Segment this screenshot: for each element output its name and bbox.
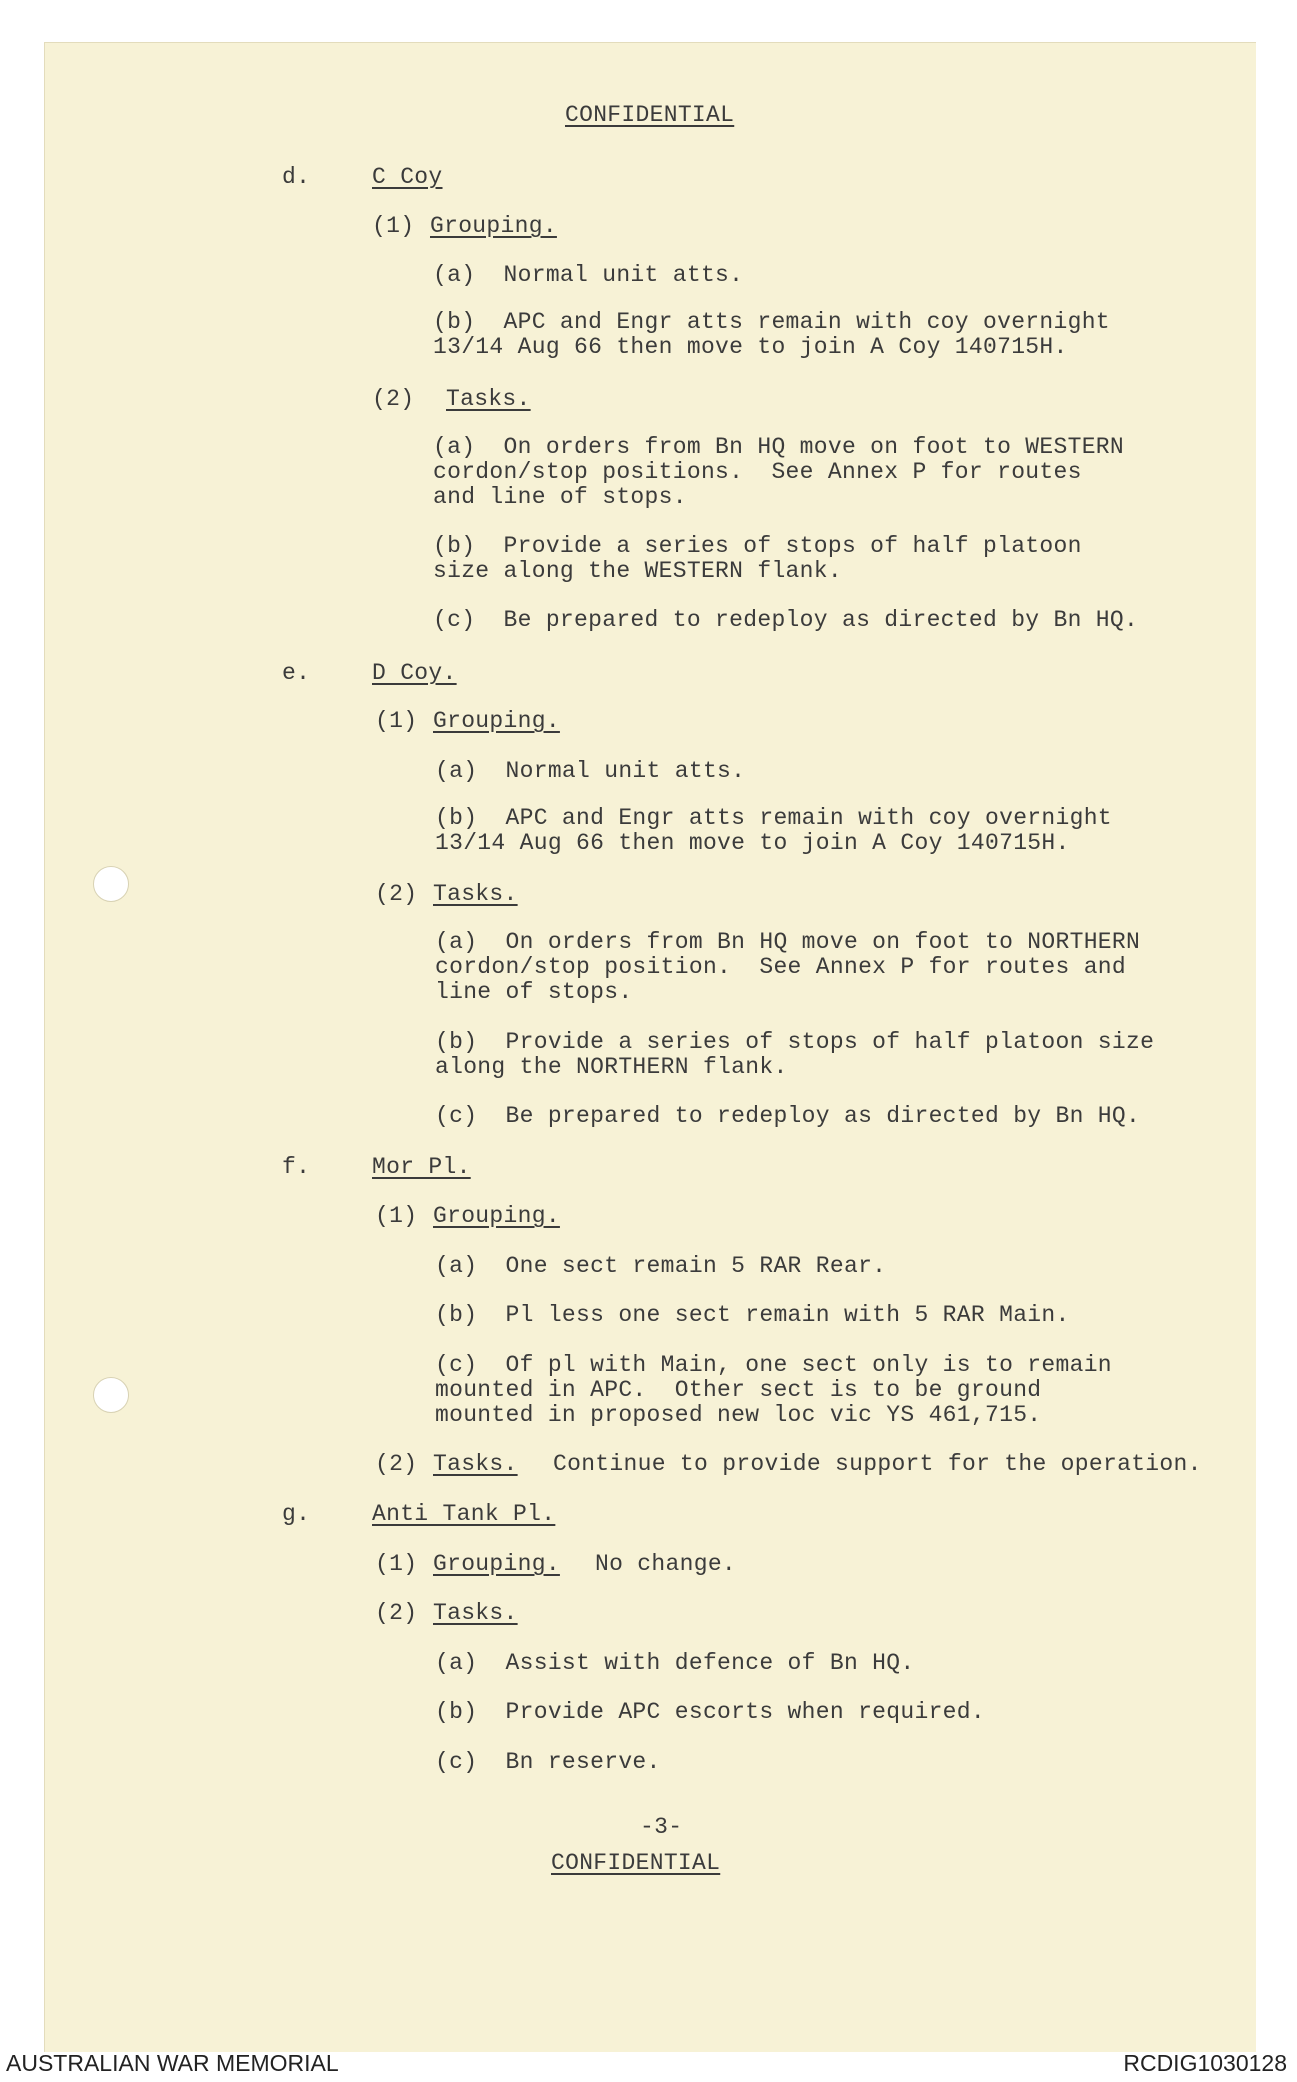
archive-watermark-left: AUSTRALIAN WAR MEMORIAL	[6, 2050, 339, 2076]
section-d-tasks-label: Tasks.	[446, 386, 531, 412]
footer-confidential: CONFIDENTIAL	[551, 1850, 721, 1876]
section-d-tasks-num: (2)	[372, 386, 415, 412]
section-g-task-b: (b) Provide APC escorts when required.	[435, 1699, 985, 1725]
section-g-grouping-num: (1)	[375, 1551, 418, 1577]
section-e-grouping-label: Grouping.	[433, 708, 560, 734]
section-d-task-b-line2: size along the WESTERN flank.	[433, 558, 842, 584]
section-g-task-a: (a) Assist with defence of Bn HQ.	[435, 1650, 915, 1676]
section-e-task-b-line2: along the NORTHERN flank.	[435, 1054, 788, 1080]
section-d-grouping-label: Grouping.	[430, 213, 557, 239]
section-e-grouping-a: (a) Normal unit atts.	[435, 758, 746, 784]
section-e-tasks-label: Tasks.	[433, 881, 518, 907]
section-e-grouping-num: (1)	[375, 708, 418, 734]
page-number: -3-	[640, 1814, 683, 1840]
section-f-grouping-c-line2: mounted in APC. Other sect is to be ground	[435, 1377, 1042, 1403]
section-d-grouping-b-line1: (b) APC and Engr atts remain with coy overnight	[433, 309, 1110, 335]
section-e-grouping-b-line1: (b) APC and Engr atts remain with coy overnight	[435, 805, 1112, 831]
section-f-tasks-text: Continue to provide support for the operation.	[553, 1451, 1202, 1477]
section-d-grouping-b-line2: 13/14 Aug 66 then move to join A Coy 140715H.	[433, 334, 1068, 360]
punch-hole-bottom	[93, 1377, 129, 1413]
section-e-task-a-line1: (a) On orders from Bn HQ move on foot to NORTHERN	[435, 929, 1141, 955]
section-g-grouping-text: No change.	[595, 1551, 737, 1577]
section-e-task-a-line3: line of stops.	[435, 979, 633, 1005]
section-g-task-c: (c) Bn reserve.	[435, 1749, 661, 1775]
section-d-task-a-line3: and line of stops.	[433, 484, 687, 510]
section-f-grouping-b: (b) Pl less one sect remain with 5 RAR Main.	[435, 1302, 1070, 1328]
section-e-tasks-num: (2)	[375, 881, 418, 907]
section-f-tasks-num: (2)	[375, 1451, 418, 1477]
section-f-grouping-a: (a) One sect remain 5 RAR Rear.	[435, 1253, 887, 1279]
section-g-tasks-num: (2)	[375, 1600, 418, 1626]
section-f-title: Mor Pl.	[372, 1154, 471, 1180]
section-e-task-c: (c) Be prepared to redeploy as directed by Bn HQ.	[435, 1103, 1141, 1129]
section-e-task-a-line2: cordon/stop position. See Annex P for routes and	[435, 954, 1127, 980]
section-e-letter: e.	[282, 660, 311, 686]
section-g-letter: g.	[282, 1501, 311, 1527]
section-f-grouping-num: (1)	[375, 1203, 418, 1229]
header-confidential: CONFIDENTIAL	[565, 102, 735, 128]
section-g-grouping-label: Grouping.	[433, 1551, 560, 1577]
section-f-letter: f.	[282, 1154, 311, 1180]
section-e-task-b-line1: (b) Provide a series of stops of half platoon size	[435, 1029, 1155, 1055]
section-e-grouping-b-line2: 13/14 Aug 66 then move to join A Coy 140715H.	[435, 830, 1070, 856]
section-d-grouping-num: (1)	[372, 213, 415, 239]
section-f-grouping-label: Grouping.	[433, 1203, 560, 1229]
archive-watermark-right: RCDIG1030128	[1123, 2050, 1287, 2076]
punch-hole-top	[93, 866, 129, 902]
section-g-tasks-label: Tasks.	[433, 1600, 518, 1626]
section-f-grouping-c-line1: (c) Of pl with Main, one sect only is to remain	[435, 1352, 1112, 1378]
section-d-title: C Coy	[372, 164, 443, 190]
section-f-tasks-label: Tasks.	[433, 1451, 518, 1477]
section-g-title: Anti Tank Pl.	[372, 1501, 556, 1527]
section-d-task-b-line1: (b) Provide a series of stops of half platoon	[433, 533, 1082, 559]
section-d-task-a-line2: cordon/stop positions. See Annex P for routes	[433, 459, 1082, 485]
section-d-task-c: (c) Be prepared to redeploy as directed by Bn HQ.	[433, 607, 1139, 633]
section-d-letter: d.	[282, 164, 311, 190]
section-e-title: D Coy.	[372, 660, 457, 686]
section-d-task-a-line1: (a) On orders from Bn HQ move on foot to WESTERN	[433, 434, 1125, 460]
section-d-grouping-a: (a) Normal unit atts.	[433, 262, 744, 288]
section-f-grouping-c-line3: mounted in proposed new loc vic YS 461,715.	[435, 1402, 1042, 1428]
